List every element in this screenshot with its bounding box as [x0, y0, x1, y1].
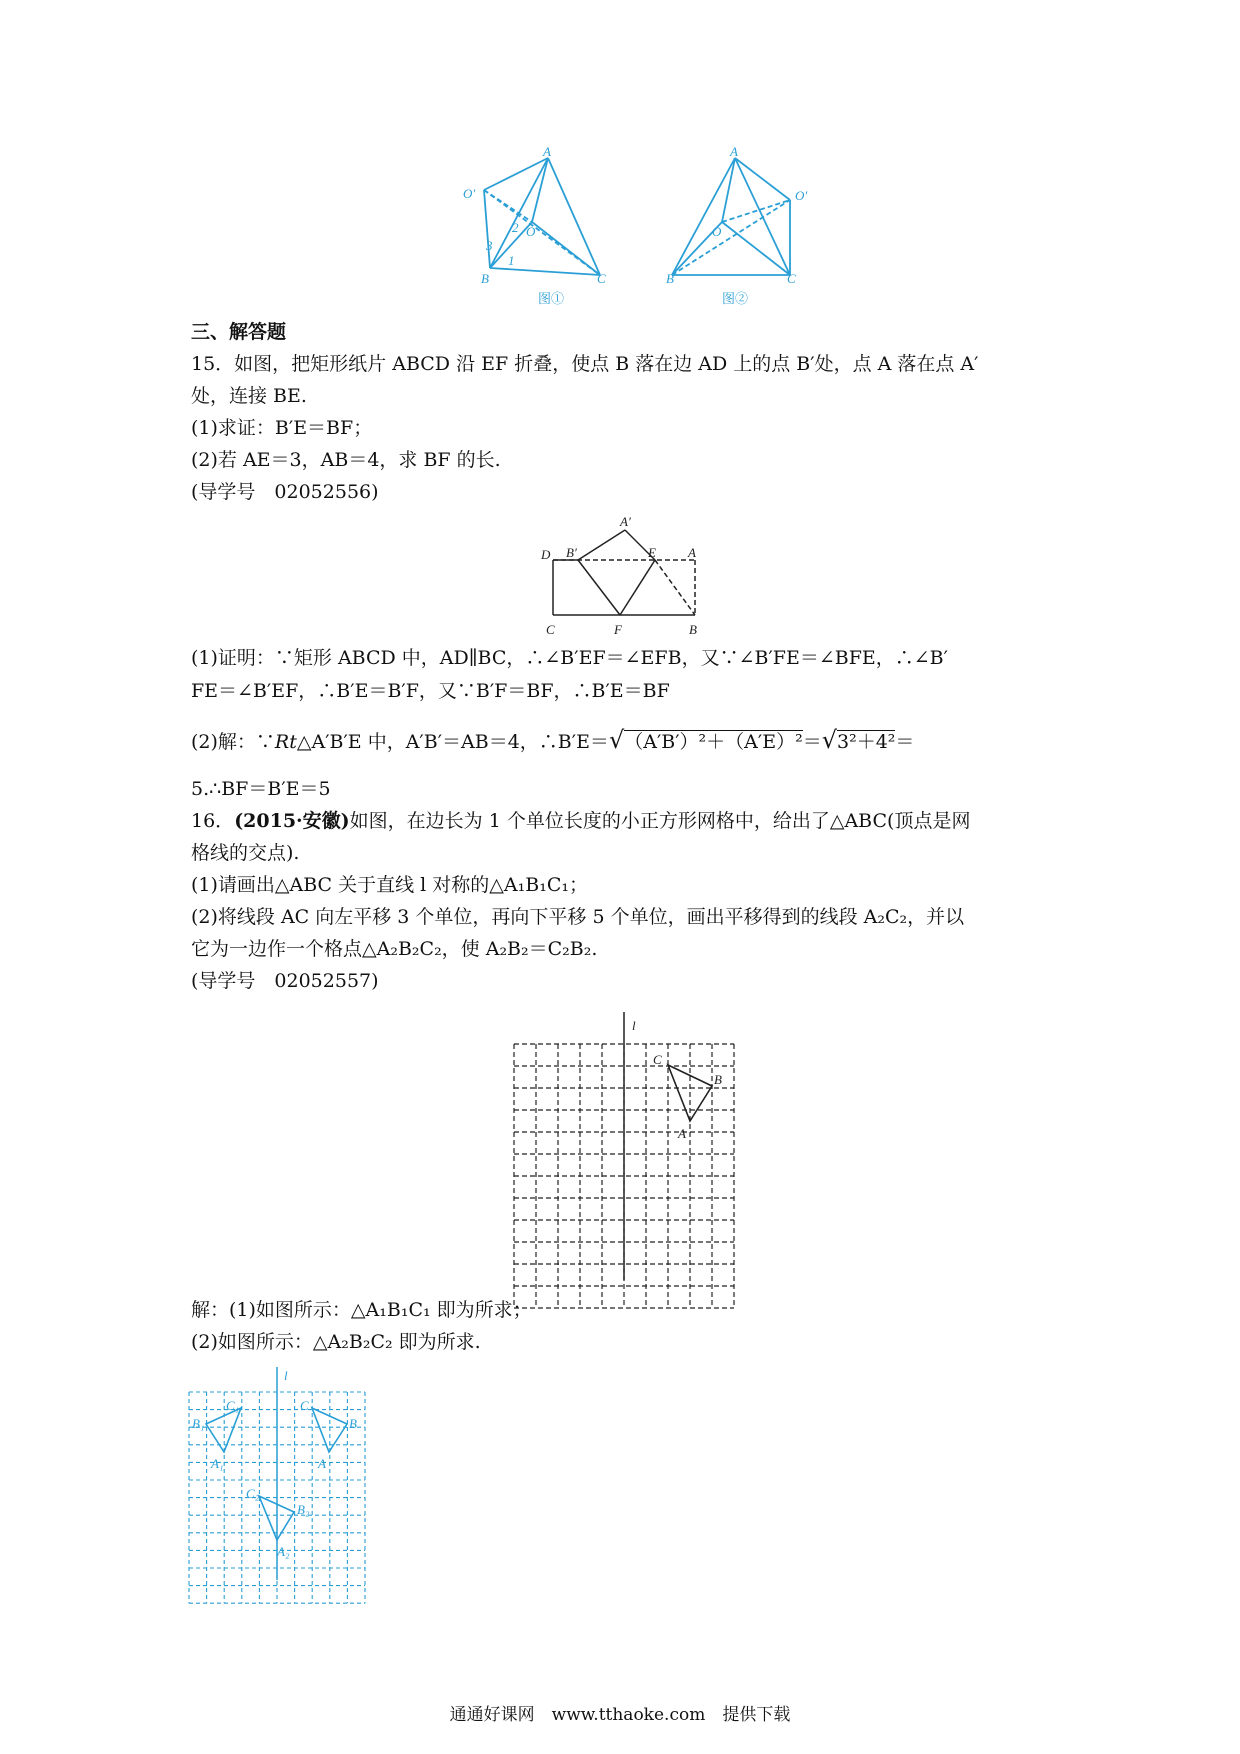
q15-text-line2: 处，连接 BE. — [191, 385, 307, 407]
fig2-caption: 图② — [722, 291, 749, 306]
q16-label-b: B — [714, 1072, 722, 1087]
answer-label-c: C — [300, 1398, 309, 1413]
answer-label-a: A — [318, 1456, 326, 1471]
q15-solution2-rt: Rt — [274, 731, 297, 753]
q16-answer1: 解：(1)如图所示：△A₁B₁C₁ 即为所求； — [191, 1299, 532, 1321]
q15-radicand-2: 3²＋4² — [837, 731, 896, 753]
q15-label-f: F — [614, 622, 622, 637]
answer-label-a1: A₁ — [211, 1456, 224, 1471]
answer-label-b: B — [349, 1416, 357, 1431]
answer-triangle-a1b1c1 — [206, 1408, 241, 1452]
fig2-label-o: O — [712, 224, 722, 239]
q15-ref: (导学号 02052556) — [191, 481, 379, 503]
fig2-label-o-prime: O′ — [795, 188, 808, 203]
fig2-label-a: A — [730, 144, 738, 159]
q16-ref: (导学号 02052557) — [191, 970, 379, 992]
q15-solution1-line1: (1)证明：∵矩形 ABCD 中，AD∥BC，∴∠B′EF＝∠EFB，又∵∠B′FE＝∠BFE，∴∠B′ — [191, 647, 948, 669]
answer-label-l: l — [284, 1368, 288, 1383]
q16-label-c: C — [653, 1052, 662, 1067]
q15-solution2-mid: △A′B′E 中，A′B′＝AB＝4，∴B′E＝ — [296, 731, 609, 753]
fig1-label-c: C — [597, 271, 606, 286]
section-heading: 三、解答题 — [191, 321, 287, 343]
q16-text-line2: 格线的交点). — [191, 842, 300, 864]
q15-label-b-prime: B′ — [566, 545, 577, 560]
q15-label-a: A — [688, 545, 696, 560]
fig2-label-c: C — [787, 271, 796, 286]
q16-text-rest: 如图，在边长为 1 个单位长度的小正方形网格中，给出了△ABC(顶点是网 — [349, 810, 971, 832]
q15-solution1-line2: FE＝∠B′EF，∴B′E＝B′F，又∵B′F＝BF，∴B′E＝BF — [191, 680, 670, 702]
q15-sqrt-sign-1: √ — [608, 726, 625, 754]
q15-radicand-1: （A′B′）²＋（A′E）² — [624, 731, 803, 753]
fig1-label-a: A — [543, 144, 551, 159]
q16-part2-line2: 它为一边作一个格点△A₂B₂C₂，使 A₂B₂＝C₂B₂. — [191, 938, 598, 960]
q15-label-c: C — [546, 622, 555, 637]
answer-label-c1: C₁ — [226, 1398, 240, 1413]
q15-solution2-line2: 5.∴BF＝B′E＝5 — [191, 778, 331, 800]
fig1-caption: 图① — [538, 291, 565, 306]
q15-sqrt-sign-2: √ — [821, 726, 837, 754]
q15-label-b: B — [689, 622, 697, 637]
fig2-label-b: B — [666, 271, 674, 286]
q15-part1: (1)求证：B′E＝BF； — [191, 417, 373, 439]
fig1-label-b: B — [481, 271, 489, 286]
q15-part2: (2)若 AE＝3，AB＝4，求 BF 的长. — [191, 449, 501, 471]
q15-solution2-end: ＝ — [895, 731, 915, 753]
fig1-label-o: O — [526, 224, 536, 239]
q16-source: (2015·安徽) — [234, 810, 350, 832]
q15-equals: ＝ — [802, 731, 822, 753]
footer: 通通好课网 www.tthaoke.com 提供下载 — [449, 1705, 791, 1725]
q16-part1: (1)请画出△ABC 关于直线 l 对称的△A₁B₁C₁； — [191, 874, 588, 896]
q16-number: 16． — [191, 810, 235, 832]
answer-label-b2: B₂ — [297, 1502, 310, 1517]
q15-label-a-prime: A′ — [620, 514, 631, 529]
q16-part2-line1: (2)将线段 AC 向左平移 3 个单位，再向下平移 5 个单位，画出平移得到的线段 A₂C₂，并以 — [191, 906, 965, 928]
q15-solution2-prefix: (2)解：∵ — [191, 731, 275, 753]
answer-label-c2: C₂ — [246, 1486, 260, 1501]
fig1-label-o-prime: O′ — [463, 186, 476, 201]
q16-answer2: (2)如图所示：△A₂B₂C₂ 即为所求. — [191, 1331, 481, 1353]
answer-label-a2: A₂ — [277, 1544, 290, 1559]
q16-label-a: A — [678, 1126, 686, 1141]
q15-label-d: D — [541, 547, 551, 562]
q16-label-l: l — [632, 1018, 636, 1033]
q15-label-e: E — [648, 545, 656, 560]
fig1-label-1: 1 — [508, 253, 515, 268]
answer-label-b1: B₁ — [192, 1416, 205, 1431]
q15-text-line1: 15．如图，把矩形纸片 ABCD 沿 EF 折叠，使点 B 落在边 AD 上的点 B′处，点 A 落在点 A′ — [191, 353, 979, 375]
fig1-label-2: 2 — [512, 220, 519, 235]
fig1-label-3: 3 — [486, 238, 493, 253]
